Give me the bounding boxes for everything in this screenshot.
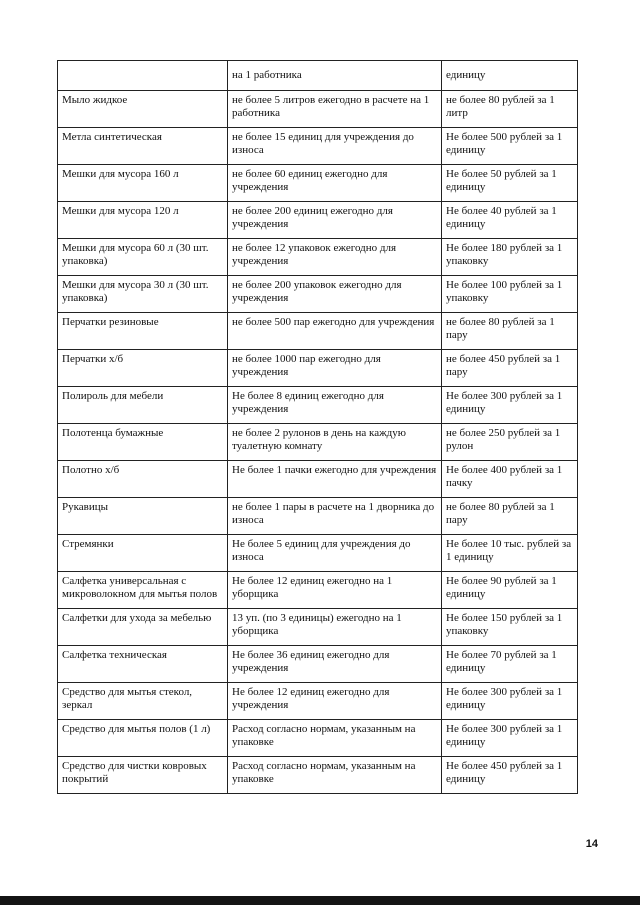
table-row: [58, 646, 578, 683]
norms-table: [57, 60, 578, 794]
price-cell: Не более 500 рублей за 1 единицу: [442, 128, 578, 165]
table-row: [58, 461, 578, 498]
price-cell: не более 450 рублей за 1 пару: [442, 350, 578, 387]
table-row: [58, 535, 578, 572]
table-row: [58, 424, 578, 461]
item-name-cell: Салфетка универсальная с микроволокном для мытья полов: [58, 572, 228, 609]
table-row: [58, 683, 578, 720]
norm-cell: не более 1 пары в расчете на 1 дворника до износа: [228, 498, 442, 535]
table-row: [58, 387, 578, 424]
item-name-cell: Салфетка техническая: [58, 646, 228, 683]
price-cell: Не более 90 рублей за 1 единицу: [442, 572, 578, 609]
norm-cell: не более 60 единиц ежегодно для учреждения: [228, 165, 442, 202]
table-row: [58, 350, 578, 387]
table-row: [58, 720, 578, 757]
price-cell: Не более 180 рублей за 1 упаковку: [442, 239, 578, 276]
norm-cell: Расход согласно нормам, указанным на упаковке: [228, 757, 442, 794]
item-name-cell: Мешки для мусора 30 л (30 шт. упаковка): [58, 276, 228, 313]
price-cell: Не более 450 рублей за 1 единицу: [442, 757, 578, 794]
norm-cell: не более 2 рулонов в день на каждую туалетную комнату: [228, 424, 442, 461]
norm-cell: 13 уп. (по 3 единицы) ежегодно на 1 уборщика: [228, 609, 442, 646]
price-cell: Не более 150 рублей за 1 упаковку: [442, 609, 578, 646]
item-name-cell: Салфетки для ухода за мебелью: [58, 609, 228, 646]
item-name-cell: Полотенца бумажные: [58, 424, 228, 461]
item-name-cell: Средство для мытья полов (1 л): [58, 720, 228, 757]
table-row: [58, 91, 578, 128]
table-row: [58, 313, 578, 350]
price-cell: не более 80 рублей за 1 пару: [442, 498, 578, 535]
price-cell: единицу: [442, 61, 578, 91]
item-name-cell: Средство для мытья стекол, зеркал: [58, 683, 228, 720]
price-cell: Не более 10 тыс. рублей за 1 единицу: [442, 535, 578, 572]
norm-cell: не более 5 литров ежегодно в расчете на 1 работника: [228, 91, 442, 128]
item-name-cell: Перчатки х/б: [58, 350, 228, 387]
table-row: [58, 165, 578, 202]
table-row: [58, 128, 578, 165]
price-cell: Не более 100 рублей за 1 упаковку: [442, 276, 578, 313]
item-name-cell: Средство для чистки ковровых покрытий: [58, 757, 228, 794]
norm-cell: не более 500 пар ежегодно для учреждения: [228, 313, 442, 350]
price-cell: Не более 70 рублей за 1 единицу: [442, 646, 578, 683]
scan-bottom-edge: [0, 896, 640, 905]
norm-cell: Не более 36 единиц ежегодно для учреждения: [228, 646, 442, 683]
item-name-cell: Перчатки резиновые: [58, 313, 228, 350]
page-number: 14: [585, 838, 598, 850]
price-cell: Не более 300 рублей за 1 единицу: [442, 683, 578, 720]
price-cell: не более 80 рублей за 1 литр: [442, 91, 578, 128]
price-cell: Не более 50 рублей за 1 единицу: [442, 165, 578, 202]
table-row: [58, 572, 578, 609]
item-name-cell: Полироль для мебели: [58, 387, 228, 424]
price-cell: Не более 40 рублей за 1 единицу: [442, 202, 578, 239]
table-row: [58, 202, 578, 239]
item-name-cell: Метла синтетическая: [58, 128, 228, 165]
table-row: [58, 498, 578, 535]
item-name-cell: Мешки для мусора 160 л: [58, 165, 228, 202]
price-cell: не более 250 рублей за 1 рулон: [442, 424, 578, 461]
norm-cell: не более 15 единиц для учреждения до износа: [228, 128, 442, 165]
norm-cell: на 1 работника: [228, 61, 442, 91]
norm-cell: Не более 1 пачки ежегодно для учреждения: [228, 461, 442, 498]
price-cell: Не более 300 рублей за 1 единицу: [442, 387, 578, 424]
item-name-cell: Рукавицы: [58, 498, 228, 535]
norm-cell: не более 1000 пар ежегодно для учреждения: [228, 350, 442, 387]
table-row: [58, 61, 578, 91]
item-name-cell: Полотно х/б: [58, 461, 228, 498]
table-row: [58, 757, 578, 794]
item-name-cell: Мешки для мусора 60 л (30 шт. упаковка): [58, 239, 228, 276]
norm-cell: не более 200 единиц ежегодно для учреждения: [228, 202, 442, 239]
norm-cell: Не более 8 единиц ежегодно для учреждения: [228, 387, 442, 424]
table-row: [58, 239, 578, 276]
item-name-cell: Мыло жидкое: [58, 91, 228, 128]
norm-cell: не более 200 упаковок ежегодно для учреждения: [228, 276, 442, 313]
price-cell: не более 80 рублей за 1 пару: [442, 313, 578, 350]
norm-cell: Не более 12 единиц ежегодно для учреждения: [228, 683, 442, 720]
norm-cell: Расход согласно нормам, указанным на упаковке: [228, 720, 442, 757]
table-row: [58, 609, 578, 646]
norm-cell: Не более 12 единиц ежегодно на 1 уборщика: [228, 572, 442, 609]
norm-cell: Не более 5 единиц для учреждения до износа: [228, 535, 442, 572]
item-name-cell: [58, 61, 228, 91]
item-name-cell: Стремянки: [58, 535, 228, 572]
item-name-cell: Мешки для мусора 120 л: [58, 202, 228, 239]
norms-table-body: [58, 61, 578, 794]
norm-cell: не более 12 упаковок ежегодно для учреждения: [228, 239, 442, 276]
table-row: [58, 276, 578, 313]
price-cell: Не более 400 рублей за 1 пачку: [442, 461, 578, 498]
price-cell: Не более 300 рублей за 1 единицу: [442, 720, 578, 757]
